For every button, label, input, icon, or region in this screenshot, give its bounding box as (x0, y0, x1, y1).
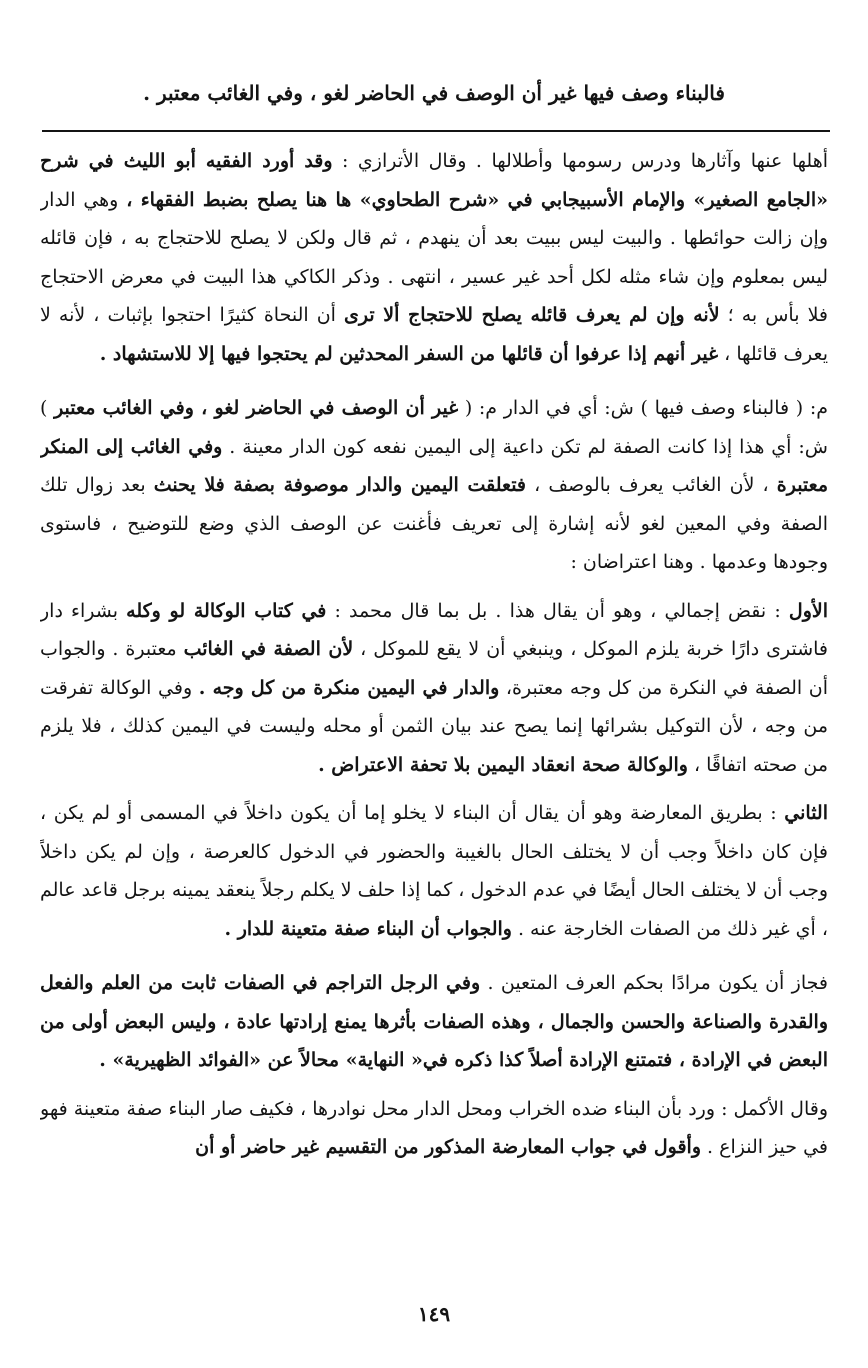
paragraph-2 (40, 389, 828, 582)
bold-text-run: في كتاب الوكالة لو وكله (126, 599, 327, 622)
bold-text-run: والوكالة صحة انعقاد اليمين بلا تحفة الاعتراض . (318, 753, 688, 776)
bold-text-run: والدار في اليمين منكرة من كل وجه . (198, 676, 500, 699)
bold-text-run: وفي الرجل التراجم في الصفات ثابت من العلم والفعل والقدرة والصناعة والحسن والجمال ، وهذه الصفات بأثرها يمنع إرادتها عادة ، وليس البعض أولى من البعض في الإرادة ، فتمتنع الإرادة أصلاً كذا ذكره في« النهاية» محالاً عن «الفوائد الظهيرية» . (40, 972, 828, 1071)
paragraph-1 (40, 142, 828, 373)
text-run: فجاز أن يكون مرادًا بحكم العرف المتعين . (480, 972, 828, 994)
text-run: وفي الوكالة تفرقت من وجه ، لأن التوكيل بشرائها إنما يصح عند بيان الثمن أو محله وليست في اليمين كذلك ، فلا يلزم من صحته اتفاقًا ، (40, 676, 828, 776)
paragraph-5 (40, 964, 828, 1080)
bold-text-run: وفي الغائب إلى المنكر معتبرة (40, 435, 828, 496)
bold-text-run: الثاني (784, 802, 828, 824)
text-run: أن النحاة كثيرًا احتجوا بإثبات ، لأنه لا يعرف قائلها ، (40, 304, 828, 365)
bold-text-run: الأول (788, 599, 828, 622)
text-run: بعد زوال تلك الصفة وفي المعين لغو لأنه إشارة إلى تعريف فأغنت عن الوصف الذي وضع للتوضيح ، فاستوى وجودها وعدمها . وهنا اعتراضان : (40, 474, 828, 573)
text-run: ، لأن الغائب يعرف بالوصف ، (526, 474, 777, 496)
bold-text-run: وأقول في جواب المعارضة المذكور من التقسيم غير حاضر أو أن (195, 1136, 702, 1158)
bold-text-run: وقد أورد الفقيه أبو الليث في شرح «الجامع الصغير» والإمام الأسبيجابي في «شرح الطحاوي» ها هنا يصلح بضبط الفقهاء ، (40, 150, 828, 211)
bold-text-run: غير أنهم إذا عرفوا أن قائلها من السفر المحدثين لم يحتجوا فيها إلا للاستشهاد . (99, 342, 719, 365)
paragraph-3 (40, 592, 828, 785)
paragraph-6 (40, 1090, 828, 1167)
bold-text-run: لأن الصفة في الغائب (183, 638, 354, 660)
text-run: ) ش: أي هذا إذا كانت الصفة لم تكن داعية إلى اليمين نفعه كون الدار معينة . (40, 397, 828, 458)
text-run: بشراء دار فاشترى دارًا خربة يلزم الموكل ، وينبغي أن لا يقع للموكل ، (40, 599, 828, 660)
text-run: أهلها عنها وآثارها ودرس رسومها وأطلالها . وقال الأترازي : (332, 150, 828, 172)
text-run: وقال الأكمل : ورد بأن البناء ضده الخراب ومحل الدار محل نوادرها ، فكيف صار البناء صفة متعينة فهو في حيز النزاع . (40, 1097, 828, 1158)
text-run: م: ( فالبناء وصف فيها ) ش: أي في الدار م: ( (458, 397, 828, 419)
page-number: ١٤٩ (417, 1302, 451, 1326)
running-header: فالبناء وصف فيها غير أن الوصف في الحاضر لغو ، وفي الغائب معتبر . (143, 81, 725, 105)
bold-text-run: والجواب أن البناء صفة متعينة للدار . (224, 917, 512, 940)
text-run: : بطريق المعارضة وهو أن يقال أن البناء لا يخلو إما أن يكون داخلاً في المسمى أو لم يكن ، فإن كان داخلاً وجب أن لا يختلف الحال بالغيبة والحضور في الدخول كالعرصة ، وإن لم يكن داخلاً وجب أن لا يختلف الحال أيضًا في عدم الدخول ، كما إذا حلف لا يكلم رجلاً ينعقد يمينه برجل قاعد عالم ، أي غير ذلك من الصفات الخارجة عنه . (40, 802, 828, 940)
text-run: معتبرة . والجواب أن الصفة في النكرة من كل وجه معتبرة، (40, 638, 828, 699)
body-text (40, 142, 828, 1308)
bold-text-run: لأنه وإن لم يعرف قائله يصلح للاحتجاج ألا ترى (344, 304, 720, 326)
text-run: : نقض إجمالي ، وهو أن يقال هذا . بل بما قال محمد : (326, 599, 789, 622)
bold-text-run: غير أن الوصف في الحاضر لغو ، وفي الغائب معتبر (54, 397, 459, 419)
paragraph-4 (40, 794, 828, 948)
bold-text-run: فتعلقت اليمين والدار موصوفة بصفة فلا يحنث (153, 474, 527, 496)
header-divider (42, 130, 830, 132)
text-run: وهي الدار وإن زالت حوائطها . والبيت ليس ببيت بعد أن ينهدم ، ثم قال ولكن لا يصلح للاحتجاج به ، فإن قائله ليس بمعلوم وإن شاء مثله لكل أحد غير عسير ، انتهى . وذكر الكاكي هذا البيت في معرض الاحتجاج فلا بأس به ؛ (40, 188, 828, 326)
